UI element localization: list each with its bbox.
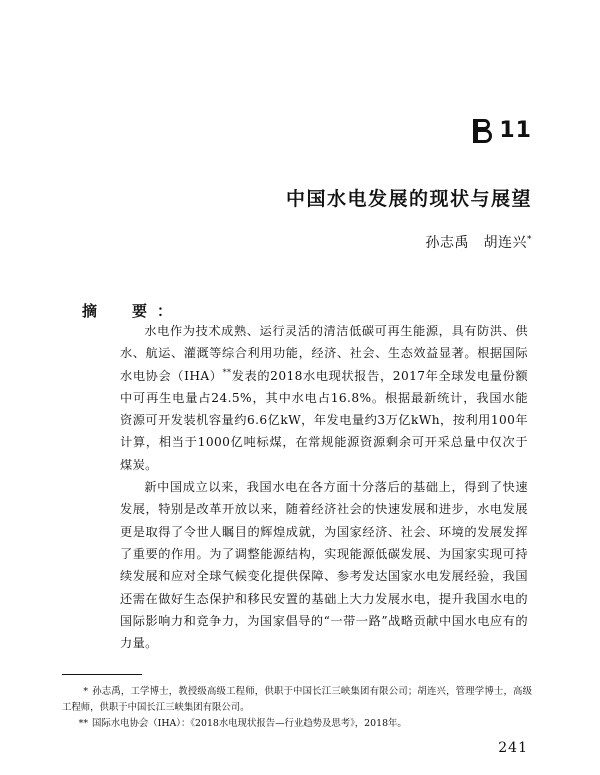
abstract-paragraph-2: 新中国成立以来，我国水电在各方面十分落后的基础上，得到了快速发展，特别是改革开放以来，随着经济社会的快速发展和进步，水电发展更是取得了令世人瞩目的辉煌成就，为国家经济、社会、环境的发展发挥了重要的作用。为了调整能源结构，实现能源低碳发展、为国家实现可持续发展和应对全球气候变化提供保障、参考发达国家水电发展经验，我国还需在做好生态保护和移民安置的基础上大力发展水电，提升我国水电的国际影响力和竞争力，为国家倡导的“一带一路”战略贡献中国水电应有的力量。 <box>120 480 528 651</box>
page-number: 241 <box>498 740 528 756</box>
footnote-mark: * <box>83 686 88 697</box>
abstract-paragraph-1 <box>120 320 528 476</box>
footnote-mark: ** <box>78 718 88 729</box>
author-names: 孙志禹 胡连兴 <box>425 235 527 251</box>
chapter-heading <box>473 118 532 143</box>
footnotes <box>62 684 532 732</box>
article-title: 中国水电发展的现状与展望 <box>285 188 532 210</box>
paragraph-1-text-b: 发表的2018水电现状报告，2017年全球发电量份额中可再生电量占24.5%，其中水电占16.8%。根据最新统计，我国水能资源可开发装机容量约6.6亿kW，年发电量约3万亿kWh，按利用100年计算，相当于1000亿吨标煤，在常规能源资源剩余可开采总量中仅次于煤炭。 <box>120 368 528 472</box>
abstract-body <box>120 320 528 654</box>
chapter-marker-icon <box>473 119 493 143</box>
abstract-label-colon: ： <box>157 302 173 320</box>
author-footnote-mark: * <box>527 234 532 245</box>
chapter-number: 11 <box>499 118 532 143</box>
footnote-item <box>62 716 532 732</box>
abstract-label-text: 摘 要 <box>82 302 158 320</box>
footnote-text: 国际水电协会（IHA）：《2018水电现状报告—行业趋势及思考》，2018年。 <box>92 718 407 729</box>
paragraph-1-text-a: 水电作为技术成熟、运行灵活的清洁低碳可再生能源，具有防洪、供水、航运、灌溉等综合利用功能，经济、社会、生态效益显著。根据国际水电协会（IHA） <box>120 324 528 383</box>
abstract-heading <box>82 300 172 321</box>
footnote-text: 孙志禹，工学博士，教授级高级工程师，供职于中国长江三峡集团有限公司；胡连兴，管理学博士，高级工程师，供职于中国长江三峡集团有限公司。 <box>62 686 532 713</box>
footnote-divider <box>62 674 142 675</box>
footnote-reference-mark: ** <box>222 367 232 377</box>
footnote-item <box>62 684 532 716</box>
authors-line <box>426 232 533 252</box>
